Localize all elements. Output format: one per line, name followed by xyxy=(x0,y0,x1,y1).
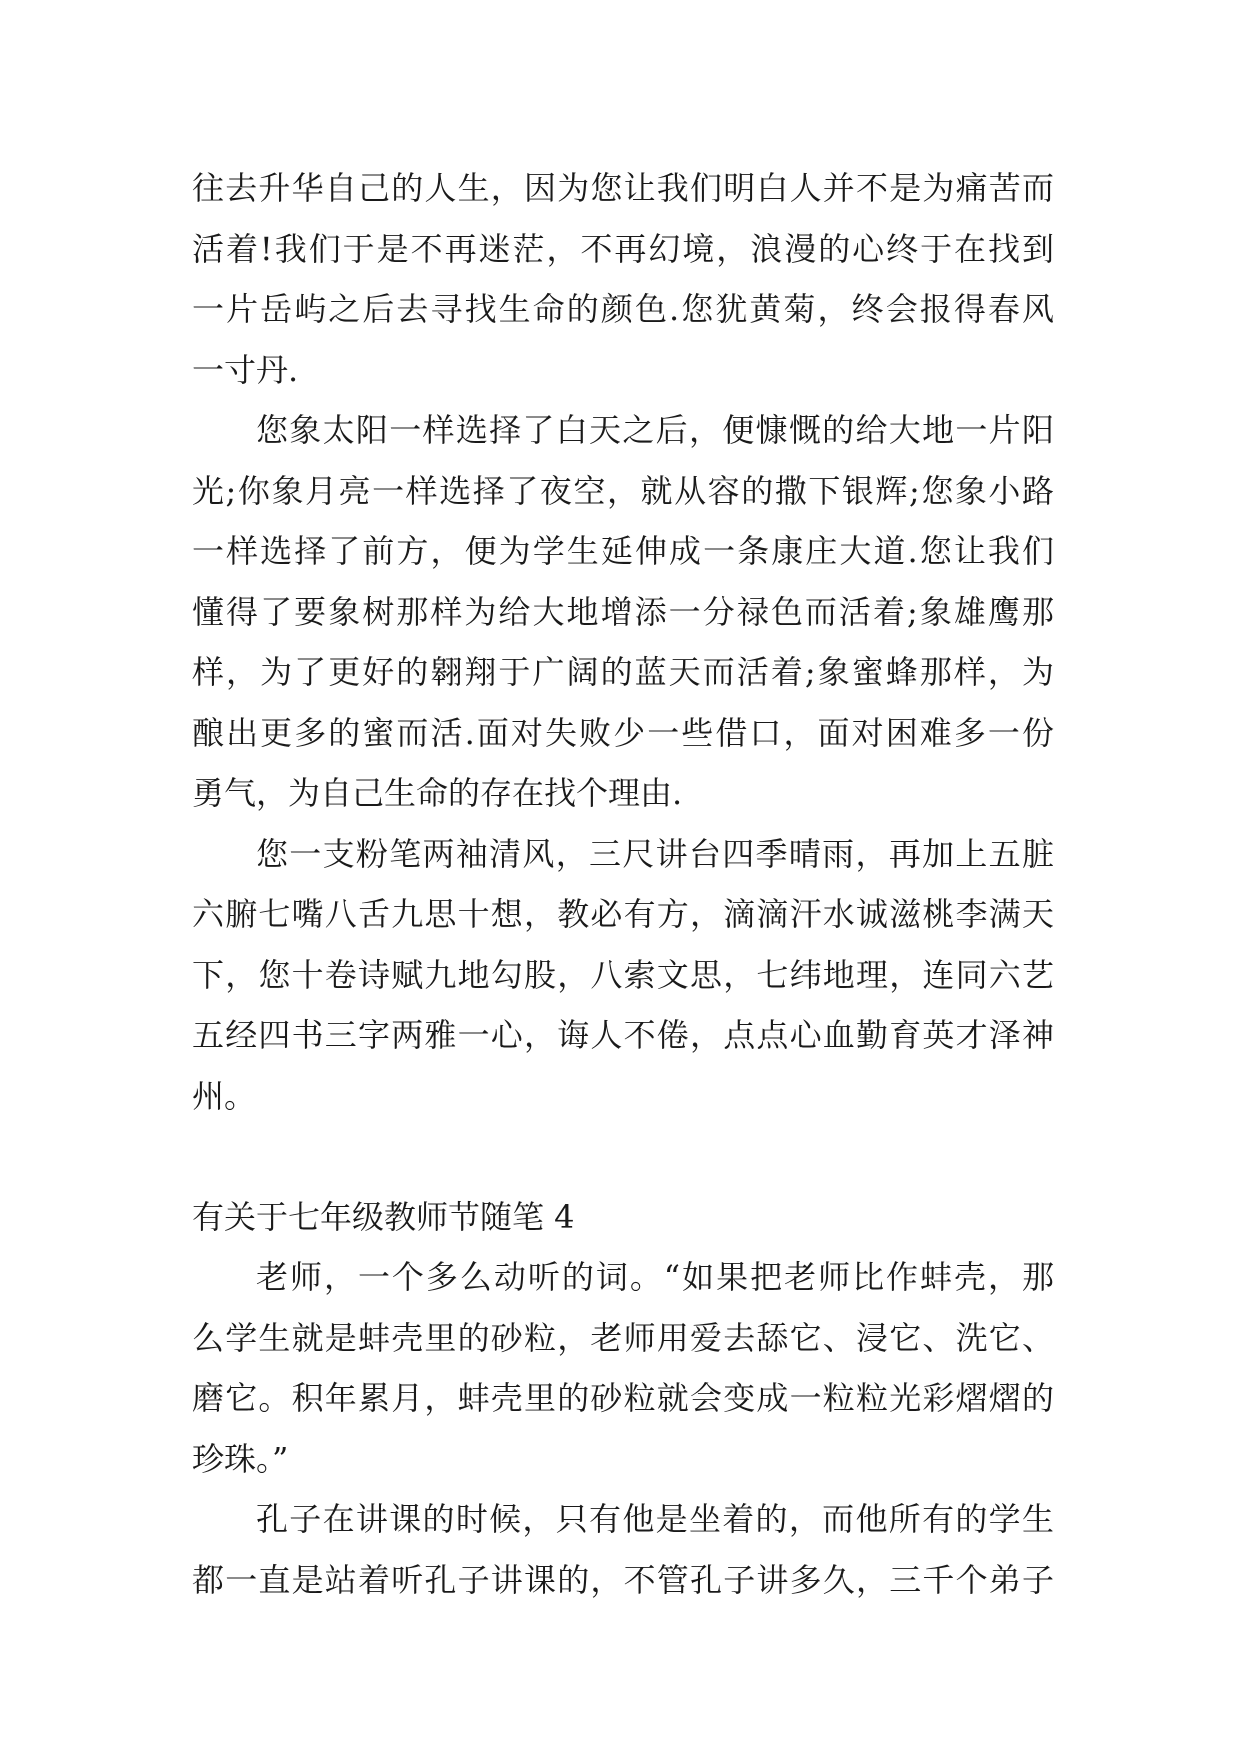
text-line: 磨它。积年累月，蚌壳里的砂粒就会变成一粒粒光彩熠熠的 xyxy=(192,1379,1054,1417)
text-line: 五经四书三字两雅一心，诲人不倦，点点心血勤育英才泽神 xyxy=(192,1016,1054,1054)
text-line: 六腑七嘴八舌九思十想，教必有方，滴滴汗水诚滋桃李满天 xyxy=(192,895,1054,933)
paragraph-gap xyxy=(192,1126,1054,1187)
text-line: 都一直是站着听孔子讲课的，不管孔子讲多久，三千个弟子 xyxy=(192,1560,1054,1599)
text-line: 一片岳屿之后去寻找生命的颜色.您犹黄菊，终会报得春风 xyxy=(192,290,1054,328)
text-line: 一样选择了前方，便为学生延伸成一条康庄大道.您让我们 xyxy=(192,532,1054,570)
text-line: 一寸丹. xyxy=(192,350,299,389)
text-line: 您象太阳一样选择了白天之后，便慷慨的给大地一片阳 xyxy=(256,411,1054,449)
text-line: 珍珠。” xyxy=(192,1439,289,1478)
text-line: 您一支粉笔两袖清风，三尺讲台四季晴雨，再加上五脏 xyxy=(256,834,1054,873)
text-line: 酿出更多的蜜而活.面对失败少一些借口，面对困难多一份 xyxy=(192,713,1054,752)
text-line: 懂得了要象树那样为给大地增添一分禄色而活着;象雄鹰那 xyxy=(192,592,1054,631)
text-line: 勇气，为自己生命的存在找个理由. xyxy=(192,774,683,812)
text-line: 光;你象月亮一样选择了夜空，就从容的撒下银辉;您象小路 xyxy=(192,471,1054,510)
document-body xyxy=(192,158,1054,1610)
text-line: 么学生就是蚌壳里的砂粒，老师用爱去舔它、浸它、洗它、 xyxy=(192,1318,1054,1357)
text-line: 下，您十卷诗赋九地勾股，八索文思，七纬地理，连同六艺 xyxy=(192,955,1054,994)
text-line: 孔子在讲课的时候，只有他是坐着的，而他所有的学生 xyxy=(256,1500,1054,1538)
text-line: 样，为了更好的翱翔于广阔的蓝天而活着;象蜜蜂那样，为 xyxy=(192,653,1054,691)
text-line: 州。 xyxy=(192,1076,257,1115)
text-line: 往去升华自己的人生，因为您让我们明白人并不是为痛苦而 xyxy=(192,169,1054,207)
text-line: 活着!我们于是不再迷茫，不再幻境，浪漫的心终于在找到 xyxy=(192,229,1054,268)
text-line: 老师，一个多么动听的词。“如果把老师比作蚌壳，那 xyxy=(256,1258,1054,1296)
section-heading: 有关于七年级教师节随笔 4 xyxy=(192,1197,575,1236)
